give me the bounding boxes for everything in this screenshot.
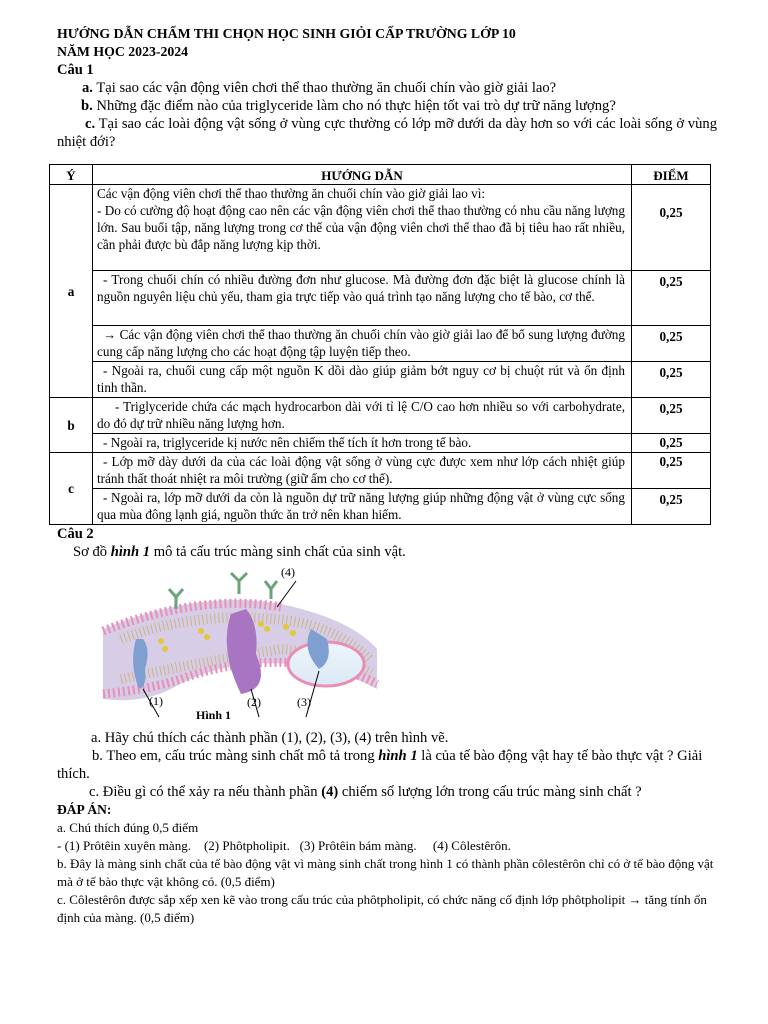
answer-a-detail: - (1) Prôtêin xuyên màng. (2) Phôtpholipit. (3) Prôtêin bám màng. (4) Côlestêrôn.: [57, 838, 511, 853]
table-row: [50, 271, 711, 326]
q1a-text: Tại sao các vận động viên chơi thể thao thường ăn chuối chín vào giờ giải lao?: [96, 80, 557, 96]
table-row: [50, 362, 711, 398]
table-header-row: [50, 165, 711, 185]
q2c-bold: (4): [321, 784, 339, 800]
q2-intro-pre: Sơ đồ: [73, 544, 111, 560]
row-label-c: c: [50, 453, 93, 525]
question2-part-c: [57, 783, 717, 801]
question2-intro: [57, 543, 717, 561]
guide-cell: → Các vận động viên chơi thể thao thường ăn chuối chín vào giờ giải lao để bổ sung lượng đường cung cấp năng lượng cho các hoạt động tập luyện tiếp theo.: [93, 326, 632, 362]
question1-part-b: [57, 97, 717, 115]
doc-title-line1: HƯỚNG DẪN CHẤM THI CHỌN HỌC SINH GIỎI CẤP TRƯỜNG LỚP 10: [57, 26, 516, 41]
score-cell: 0,25: [632, 398, 711, 434]
question2-part-a: a. Hãy chú thích các thành phần (1), (2), (3), (4) trên hình vẽ.: [91, 730, 449, 746]
question2-heading: Câu 2: [57, 526, 94, 542]
guide-cell: - Lớp mỡ dày dưới da của các loài động vật sống ở vùng cực được xem như lớp cách nhiệt giúp tránh thất thoát nhiệt ra môi trường (giữ ấm cho cơ thể).: [93, 453, 632, 489]
guide-cell: - Triglyceride chứa các mạch hydrocarbon dài với tỉ lệ C/O cao hơn nhiều so với carbohydrate, do đó dự trữ nhiều năng lượng hơn.: [93, 398, 632, 434]
score-cell: 0,25: [632, 434, 711, 453]
row-label-b: b: [50, 398, 93, 453]
score-cell: 0,25: [632, 489, 711, 525]
figure-label-1: (1): [149, 694, 163, 708]
score-cell: 0,25: [632, 185, 711, 271]
guide-cell: - Ngoài ra, triglyceride kị nước nên chiếm thể tích ít hơn trong tế bào.: [93, 434, 632, 453]
answer-c: c. Côlestêrôn được sắp xếp xen kẽ vào trong cấu trúc của phôtpholipit, có chức năng cố định lớp phôtpholipit → tăng tính ổn định của màng. (0,5 điểm): [57, 892, 707, 925]
table-row: [50, 398, 711, 434]
table-row: [50, 434, 711, 453]
col-header-score: ĐIỂM: [632, 165, 711, 185]
table-row: [50, 185, 711, 271]
cell-membrane-diagram: [81, 569, 381, 729]
q2b-bold: hình 1: [378, 748, 418, 764]
table-row: [50, 489, 711, 525]
table-row: [50, 453, 711, 489]
q2c-pre: c. Điều gì có thể xảy ra nếu thành phần: [89, 784, 322, 800]
doc-title-line2: NĂM HỌC 2023-2024: [57, 44, 189, 59]
q1c-text: Tại sao các loài động vật sống ở vùng cực thường có lớp mỡ dưới da dày hơn so với các loài sống ở vùng nhiệt đới?: [57, 116, 717, 150]
guide-cell: - Ngoài ra, lớp mỡ dưới da còn là nguồn dự trữ năng lượng giúp những động vật ở vùng cực sống qua mùa đông lạnh giá, nguồn thức ăn trở nên khan hiếm.: [93, 489, 632, 525]
figure-label-2: (2): [247, 695, 261, 709]
figure-label-4: (4): [281, 565, 295, 579]
guide-cell: Các vận động viên chơi thể thao thường ăn chuối chín vào giờ giải lao vì: - Do có cường độ hoạt động cao nên các vận động viên chơi thể thao thường có nhu cầu năng lượng lớn. Sau buổi tập, năng lượng trong cơ thể của vận động viên chơi thể thao đã bị tiêu hao rất nhiều, cần phải được bù đắp năng lượng kịp thời.: [93, 185, 632, 271]
guide-cell: - Trong chuối chín có nhiều đường đơn như glucose. Mà đường đơn đặc biệt là glucose chính là nguồn nguyên liệu chủ yếu, tham gia trực tiếp vào quá trình tạo năng lượng cho tế bào, cơ thể.: [93, 271, 632, 326]
table-row: [50, 326, 711, 362]
question1-heading: Câu 1: [57, 62, 94, 78]
score-cell: 0,25: [632, 271, 711, 326]
q1c-label: c.: [85, 116, 96, 132]
answer-a: a. Chú thích đúng 0,5 điểm: [57, 820, 199, 835]
score-cell: 0,25: [632, 362, 711, 398]
row-label-a: a: [50, 185, 93, 398]
q2-intro-post: mô tả cấu trúc màng sinh chất của sinh vật.: [150, 544, 406, 560]
score-cell: 0,25: [632, 453, 711, 489]
answer-heading: ĐÁP ÁN:: [57, 802, 112, 817]
q2b-post: là của tế bào động vật hay tế bào thực vật ? Giải thích.: [57, 748, 703, 782]
question2-part-b: [57, 747, 717, 783]
membrane-figure: [81, 565, 381, 729]
col-header-y: Ý: [50, 165, 93, 185]
question1-part-a: [57, 79, 717, 97]
col-header-guide: HƯỚNG DẪN: [93, 165, 632, 185]
q2-intro-bold: hình 1: [110, 544, 151, 560]
q1b-text: Những đặc điểm nào của triglyceride làm cho nó thực hiện tốt vai trò dự trữ năng lượng?: [96, 98, 616, 114]
answer-b: b. Đây là màng sinh chất của tế bào động vật vì màng sinh chất trong hình 1 có thành phần côlestêrôn chỉ có ở tế bào động vật mà ở tế bào thực vật không có. (0,5 điểm): [57, 856, 714, 889]
figure-label-3: (3): [297, 695, 311, 709]
scoring-table: [49, 164, 711, 525]
q2c-post: chiếm số lượng lớn trong cấu trúc màng sinh chất ?: [338, 784, 642, 800]
question1-part-c: [57, 115, 717, 151]
document-page: [57, 25, 717, 927]
score-cell: 0,25: [632, 326, 711, 362]
q1a-label: a.: [82, 80, 93, 96]
guide-cell: - Ngoài ra, chuối cung cấp một nguồn K dồi dào giúp giảm bớt nguy cơ bị chuột rút và ổn định tinh thần.: [93, 362, 632, 398]
q2b-pre: b. Theo em, cấu trúc màng sinh chất mô tả trong: [92, 748, 379, 764]
q1b-label: b.: [81, 98, 93, 114]
figure-caption: Hình 1: [196, 708, 232, 722]
